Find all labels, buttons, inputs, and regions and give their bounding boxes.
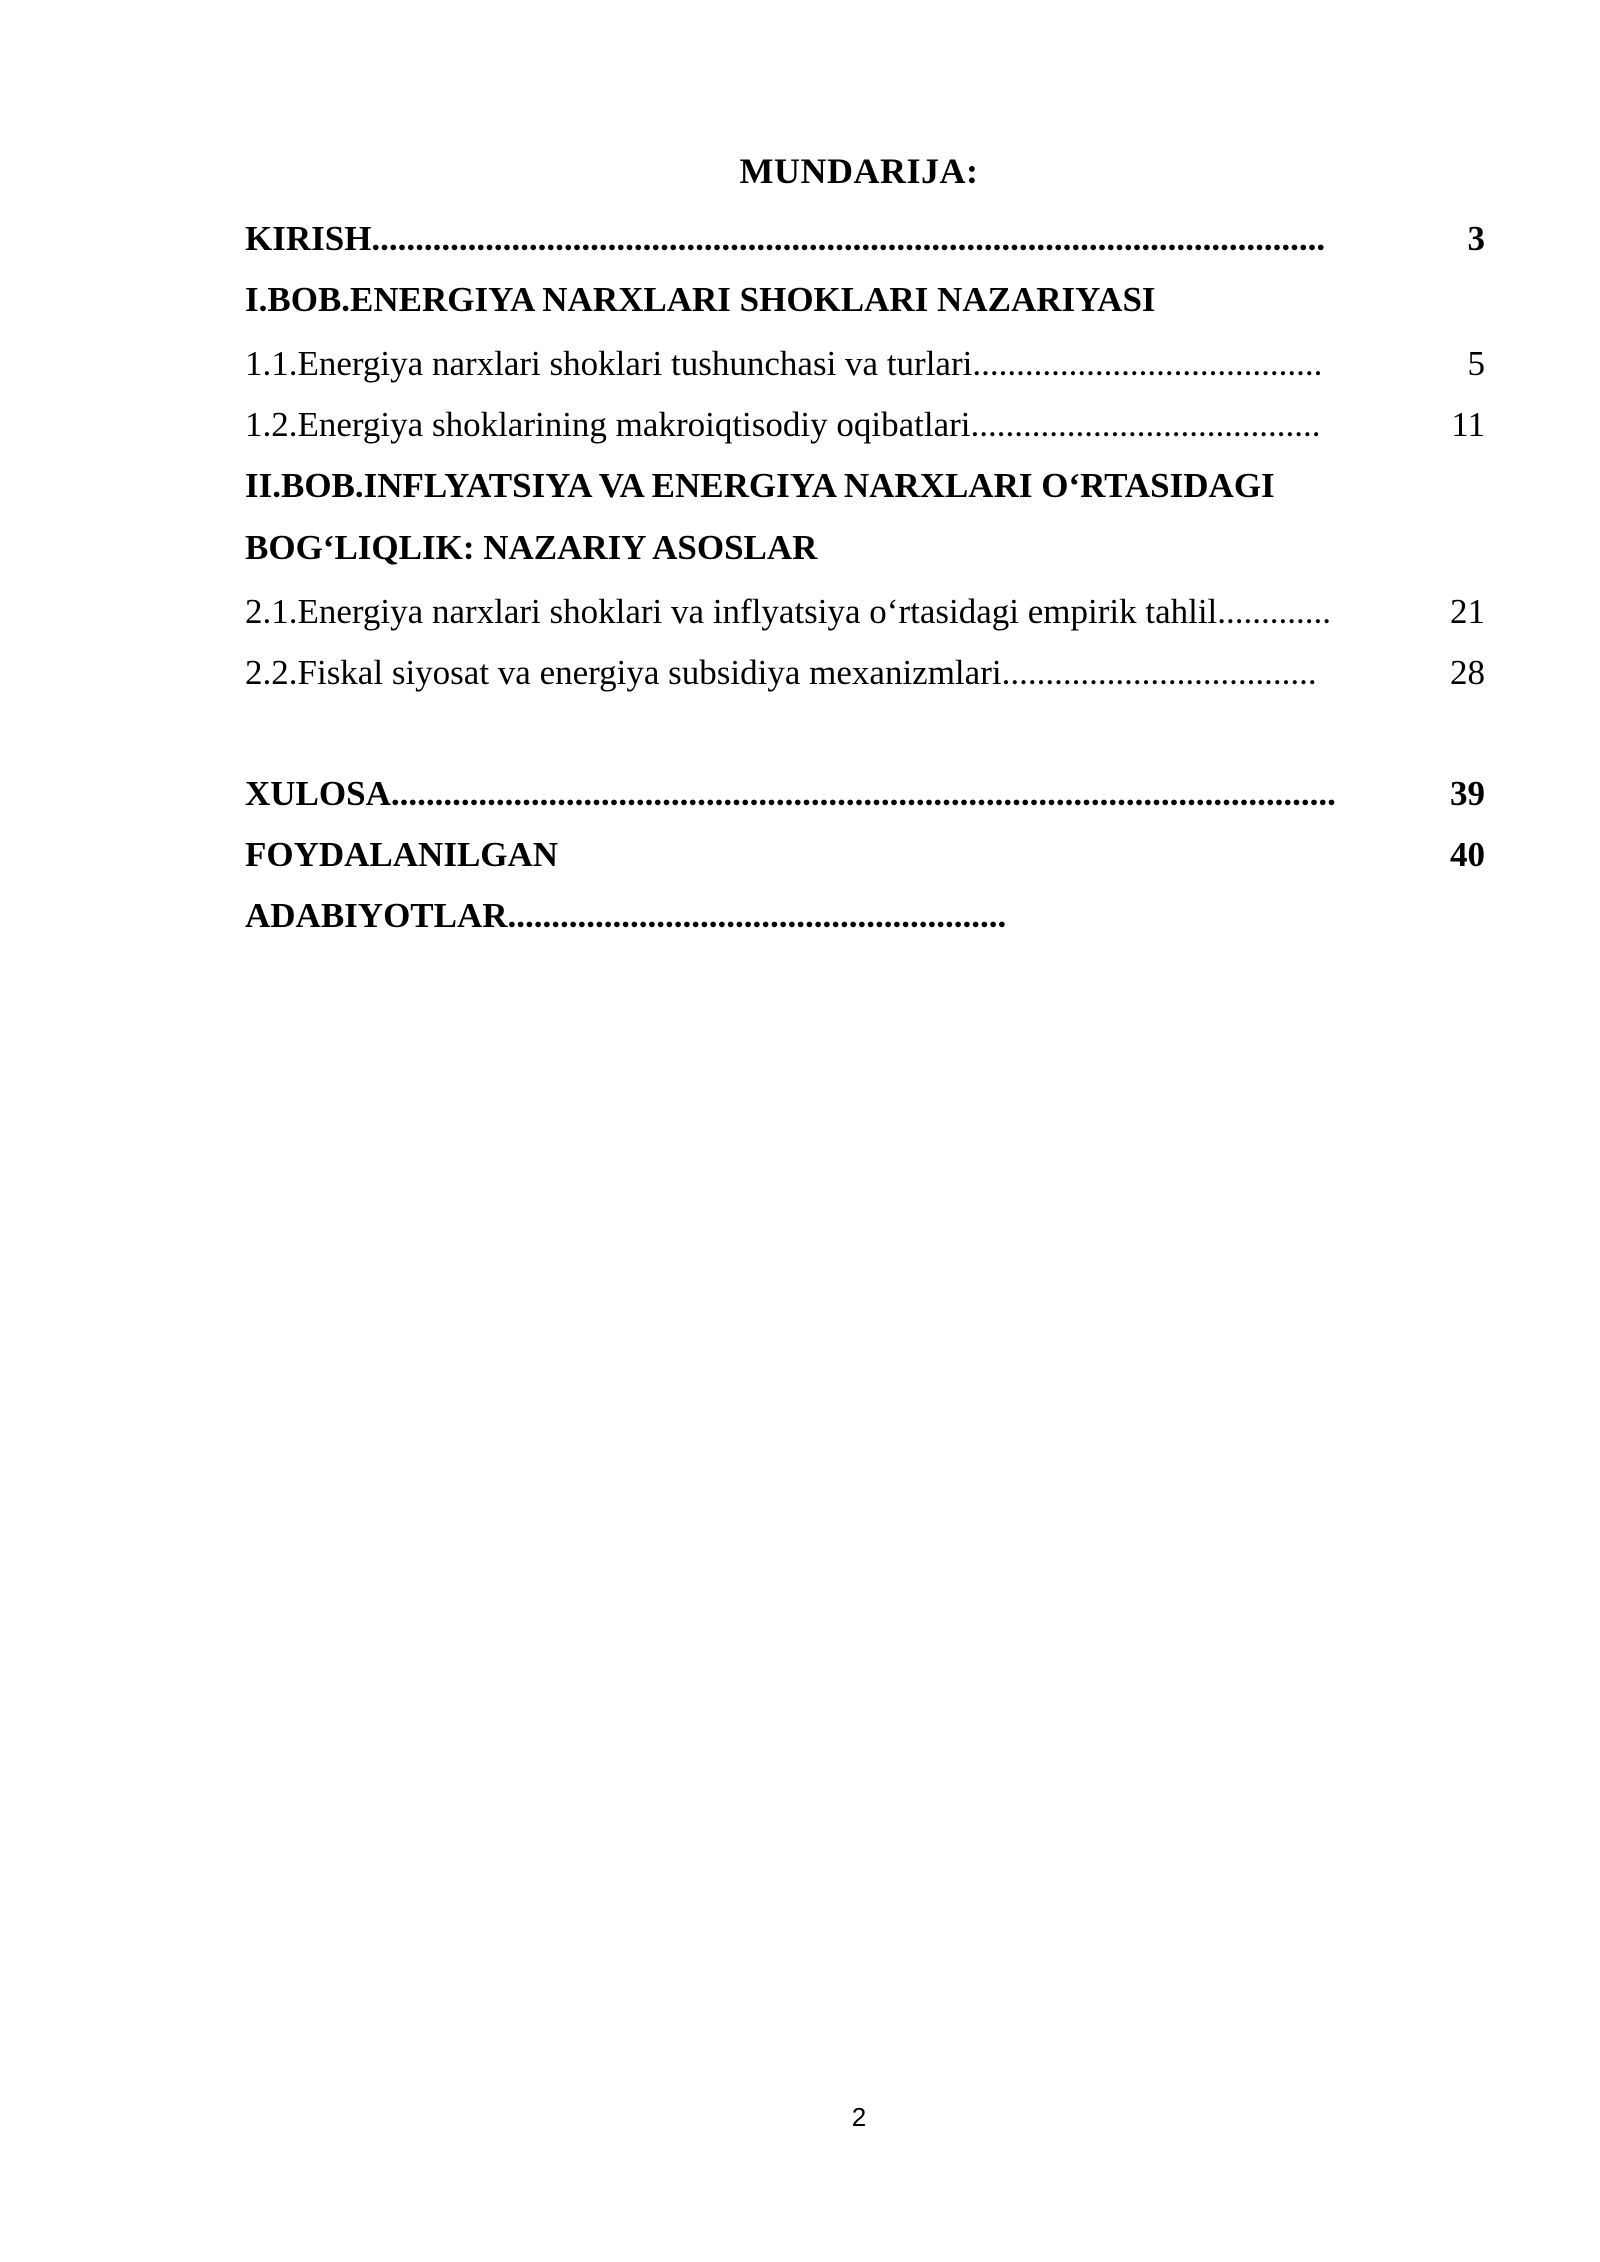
- toc-entry-label: 2.1.Energiya narxlari shoklari va inflyatsiya o‘rtasidagi empirik tahlil.............: [245, 592, 1332, 631]
- toc-entry-1-2: [245, 400, 1485, 461]
- toc-entry-kirish: [245, 214, 1485, 275]
- toc-entry-label: I.BOB.ENERGIYA NARXLARI SHOKLARI NAZARIYASI: [245, 280, 1156, 319]
- toc-entry-page: 28: [1450, 653, 1485, 692]
- toc-entry-label: BOG‘LIQLIK: NAZARIY ASOSLAR: [245, 528, 818, 567]
- toc-entry-label: 2.2.Fiskal siyosat va energiya subsidiya mexanizmlari....................................: [245, 653, 1317, 692]
- toc-title: MUNDARIJA:: [739, 151, 979, 191]
- toc-chapter-1-heading: [245, 275, 1485, 339]
- table-of-contents: [245, 214, 1485, 952]
- toc-entry-2-2: [245, 648, 1485, 709]
- toc-entry-label: II.BOB.INFLYATSIYA VA ENERGIYA NARXLARI O‘RTASIDAGI: [245, 466, 1275, 505]
- toc-entry-label: FOYDALANILGAN: [245, 835, 559, 874]
- toc-entry-page: 40: [1450, 835, 1485, 874]
- toc-entry-2-1: [245, 587, 1485, 648]
- toc-entry-1-1: [245, 339, 1485, 400]
- toc-entry-label: 1.2.Energiya shoklarining makroiqtisodiy oqibatlari........................................: [245, 405, 1321, 444]
- toc-entry-label: KIRISH.............................................................................................................: [245, 219, 1326, 258]
- toc-entry-xulosa: [245, 769, 1485, 830]
- toc-chapter-2-heading-line1: [245, 461, 1485, 523]
- page-number: 2: [851, 2102, 867, 2132]
- toc-entry-label: 1.1.Energiya narxlari shoklari tushunchasi va turlari........................................: [245, 344, 1323, 383]
- toc-entry-page: 39: [1450, 774, 1485, 813]
- toc-entry-page: 21: [1450, 592, 1485, 631]
- toc-entry-label: ADABIYOTLAR.........................................................: [245, 896, 1007, 935]
- toc-entry-adabiyotlar-line1: [245, 830, 1485, 891]
- toc-entry-adabiyotlar-line2: [245, 891, 1485, 952]
- toc-entry-label: XULOSA............................................................................................................: [245, 774, 1336, 813]
- toc-spacer: [245, 709, 1485, 769]
- toc-entry-page: 3: [1467, 219, 1485, 258]
- toc-entry-page: 11: [1451, 405, 1485, 444]
- toc-chapter-2-heading-line2: [245, 523, 1485, 587]
- toc-entry-page: 5: [1467, 344, 1485, 383]
